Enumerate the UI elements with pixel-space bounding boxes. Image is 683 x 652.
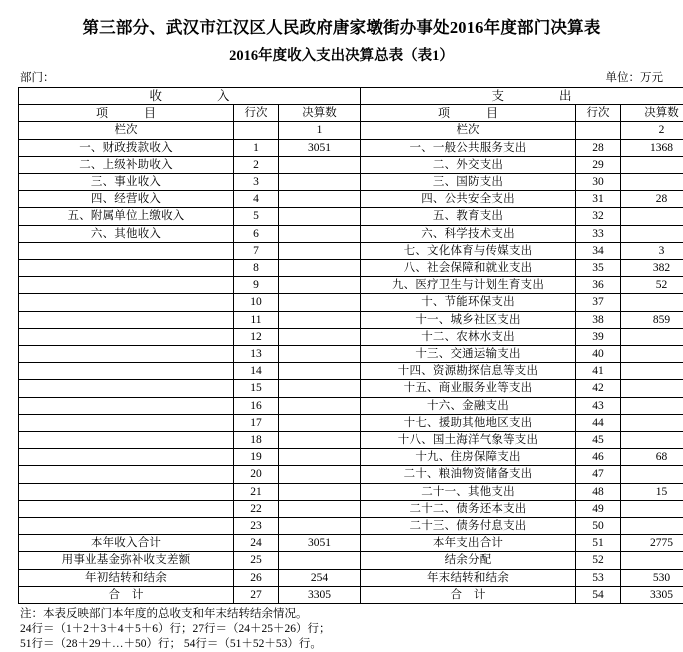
income-amount-cell xyxy=(279,294,361,311)
expense-item-cell: 十九、住房保障支出 xyxy=(361,449,576,466)
income-item-cell xyxy=(19,363,234,380)
income-line-cell: 15 xyxy=(234,380,279,397)
expense-item-cell: 十二、农林水支出 xyxy=(361,328,576,345)
expense-line-cell: 41 xyxy=(576,363,621,380)
table-column-number-row xyxy=(19,122,683,139)
income-amount-cell xyxy=(279,449,361,466)
income-amount-header: 决算数 xyxy=(279,105,361,122)
income-column-blank xyxy=(234,122,279,139)
income-line-cell: 16 xyxy=(234,397,279,414)
expense-line-cell: 47 xyxy=(576,466,621,483)
income-item-cell: 年初结转和结余 xyxy=(19,569,234,586)
expense-amount-cell: 1368 xyxy=(621,139,683,156)
expense-item-cell: 结余分配 xyxy=(361,552,576,569)
income-item-cell xyxy=(19,380,234,397)
income-amount-cell xyxy=(279,260,361,277)
expense-amount-cell: 68 xyxy=(621,449,683,466)
expense-item-cell: 十四、资源勘探信息等支出 xyxy=(361,363,576,380)
expense-amount-cell xyxy=(621,225,683,242)
income-amount-cell: 3051 xyxy=(279,535,361,552)
table-row xyxy=(19,500,683,517)
expense-item-cell: 六、科学技术支出 xyxy=(361,225,576,242)
table-row xyxy=(19,518,683,535)
income-amount-cell xyxy=(279,225,361,242)
income-item-cell: 用事业基金弥补收支差额 xyxy=(19,552,234,569)
expense-amount-cell xyxy=(621,208,683,225)
expense-item-cell: 十五、商业服务业等支出 xyxy=(361,380,576,397)
expense-amount-cell xyxy=(621,380,683,397)
income-line-cell: 1 xyxy=(234,139,279,156)
income-item-cell: 六、其他收入 xyxy=(19,225,234,242)
expense-amount-cell: 3305 xyxy=(621,586,683,603)
note-line: 注：本表反映部门本年度的总收支和年末结转结余情况。 xyxy=(20,607,665,622)
expense-line-cell: 29 xyxy=(576,156,621,173)
table-row xyxy=(19,586,683,603)
expense-line-cell: 40 xyxy=(576,346,621,363)
expense-line-cell: 54 xyxy=(576,586,621,603)
income-amount-cell xyxy=(279,346,361,363)
income-item-cell: 一、财政拨款收入 xyxy=(19,139,234,156)
table-row xyxy=(19,191,683,208)
income-amount-cell xyxy=(279,311,361,328)
expense-amount-cell xyxy=(621,466,683,483)
expense-amount-cell xyxy=(621,363,683,380)
expense-item-cell: 合 计 xyxy=(361,586,576,603)
expense-amount-cell xyxy=(621,552,683,569)
table-row xyxy=(19,380,683,397)
income-item-cell xyxy=(19,260,234,277)
expense-item-cell: 四、公共安全支出 xyxy=(361,191,576,208)
income-amount-cell xyxy=(279,500,361,517)
income-line-cell: 9 xyxy=(234,277,279,294)
income-amount-cell xyxy=(279,363,361,380)
expense-item-cell: 一、一般公共服务支出 xyxy=(361,139,576,156)
income-item-cell xyxy=(19,449,234,466)
expense-column-label: 栏次 xyxy=(361,122,576,139)
expense-item-cell: 二十二、债务还本支出 xyxy=(361,500,576,517)
income-line-cell: 8 xyxy=(234,260,279,277)
income-line-cell: 10 xyxy=(234,294,279,311)
table-row xyxy=(19,328,683,345)
table-row xyxy=(19,242,683,259)
table-row xyxy=(19,466,683,483)
income-amount-cell xyxy=(279,242,361,259)
income-line-cell: 2 xyxy=(234,156,279,173)
income-line-cell: 14 xyxy=(234,363,279,380)
expense-amount-cell xyxy=(621,346,683,363)
income-item-cell xyxy=(19,311,234,328)
table-row xyxy=(19,449,683,466)
expense-amount-cell xyxy=(621,518,683,535)
table-column-header-row xyxy=(19,105,683,122)
table-row xyxy=(19,156,683,173)
income-item-cell: 合 计 xyxy=(19,586,234,603)
expense-amount-cell: 382 xyxy=(621,260,683,277)
income-line-cell: 17 xyxy=(234,414,279,431)
expense-line-cell: 31 xyxy=(576,191,621,208)
budget-table xyxy=(18,87,683,604)
table-section-header-row xyxy=(19,88,683,105)
income-line-cell: 25 xyxy=(234,552,279,569)
income-amount-cell xyxy=(279,380,361,397)
income-line-cell: 3 xyxy=(234,174,279,191)
table-row xyxy=(19,139,683,156)
expense-item-cell: 二十三、债务付息支出 xyxy=(361,518,576,535)
income-amount-cell xyxy=(279,552,361,569)
expense-line-cell: 42 xyxy=(576,380,621,397)
income-item-cell xyxy=(19,242,234,259)
income-line-cell: 12 xyxy=(234,328,279,345)
expense-item-cell: 十六、金融支出 xyxy=(361,397,576,414)
income-item-cell xyxy=(19,328,234,345)
income-section-header: 收 入 xyxy=(19,88,361,105)
income-line-cell: 23 xyxy=(234,518,279,535)
expense-item-cell: 十一、城乡社区支出 xyxy=(361,311,576,328)
expense-amount-cell xyxy=(621,500,683,517)
note-line: 51行＝（28＋29＋…＋50）行； 54行＝（51＋52＋53）行。 xyxy=(20,637,665,652)
income-line-cell: 6 xyxy=(234,225,279,242)
table-body xyxy=(19,139,683,603)
income-line-cell: 13 xyxy=(234,346,279,363)
income-line-cell: 5 xyxy=(234,208,279,225)
income-line-cell: 24 xyxy=(234,535,279,552)
table-row xyxy=(19,414,683,431)
income-item-cell xyxy=(19,397,234,414)
expense-line-cell: 38 xyxy=(576,311,621,328)
table-row xyxy=(19,346,683,363)
page-title: 第三部分、武汉市江汉区人民政府唐家墩街办事处2016年度部门决算表 xyxy=(18,14,665,38)
page-subtitle: 2016年度收入支出决算总表（表1） xyxy=(18,44,665,65)
income-amount-cell xyxy=(279,208,361,225)
table-row xyxy=(19,363,683,380)
table-row xyxy=(19,397,683,414)
expense-amount-cell: 530 xyxy=(621,569,683,586)
income-item-cell: 二、上级补助收入 xyxy=(19,156,234,173)
expense-amount-cell: 3 xyxy=(621,242,683,259)
income-item-cell xyxy=(19,432,234,449)
income-amount-cell xyxy=(279,466,361,483)
income-item-cell xyxy=(19,277,234,294)
expense-amount-cell xyxy=(621,328,683,345)
expense-amount-header: 决算数 xyxy=(621,105,683,122)
income-line-cell: 7 xyxy=(234,242,279,259)
income-line-cell: 22 xyxy=(234,500,279,517)
expense-line-cell: 48 xyxy=(576,483,621,500)
table-row xyxy=(19,174,683,191)
department-label: 部门： xyxy=(20,69,55,85)
expense-amount-cell: 859 xyxy=(621,311,683,328)
table-row xyxy=(19,311,683,328)
expense-item-cell: 五、教育支出 xyxy=(361,208,576,225)
income-amount-cell xyxy=(279,414,361,431)
expense-item-cell: 七、文化体育与传媒支出 xyxy=(361,242,576,259)
expense-amount-cell xyxy=(621,397,683,414)
expense-line-cell: 45 xyxy=(576,432,621,449)
expense-item-cell: 三、国防支出 xyxy=(361,174,576,191)
income-amount-cell: 3051 xyxy=(279,139,361,156)
expense-amount-cell: 15 xyxy=(621,483,683,500)
expense-line-cell: 35 xyxy=(576,260,621,277)
expense-line-cell: 36 xyxy=(576,277,621,294)
expense-section-header: 支 出 xyxy=(361,88,683,105)
expense-line-cell: 43 xyxy=(576,397,621,414)
expense-item-cell: 二十、粮油物资储备支出 xyxy=(361,466,576,483)
expense-line-cell: 53 xyxy=(576,569,621,586)
expense-line-cell: 34 xyxy=(576,242,621,259)
income-amount-cell xyxy=(279,432,361,449)
expense-line-cell: 28 xyxy=(576,139,621,156)
income-line-cell: 18 xyxy=(234,432,279,449)
income-amount-cell xyxy=(279,277,361,294)
income-item-cell: 三、事业收入 xyxy=(19,174,234,191)
income-line-cell: 20 xyxy=(234,466,279,483)
meta-row xyxy=(20,69,663,85)
income-line-cell: 19 xyxy=(234,449,279,466)
income-line-cell: 27 xyxy=(234,586,279,603)
unit-label: 单位：万元 xyxy=(606,69,664,85)
expense-line-cell: 44 xyxy=(576,414,621,431)
income-amount-cell xyxy=(279,174,361,191)
income-line-cell: 26 xyxy=(234,569,279,586)
table-row xyxy=(19,260,683,277)
expense-item-cell: 十八、国土海洋气象等支出 xyxy=(361,432,576,449)
table-row xyxy=(19,483,683,500)
expense-item-cell: 九、医疗卫生与计划生育支出 xyxy=(361,277,576,294)
income-amount-cell xyxy=(279,328,361,345)
income-amount-cell xyxy=(279,483,361,500)
expense-item-cell: 二、外交支出 xyxy=(361,156,576,173)
expense-item-header: 项 目 xyxy=(361,105,576,122)
expense-amount-cell xyxy=(621,294,683,311)
income-item-cell xyxy=(19,346,234,363)
income-amount-cell xyxy=(279,191,361,208)
expense-line-cell: 39 xyxy=(576,328,621,345)
expense-line-cell: 50 xyxy=(576,518,621,535)
table-notes xyxy=(18,607,665,652)
expense-amount-cell xyxy=(621,432,683,449)
income-item-cell: 四、经营收入 xyxy=(19,191,234,208)
income-item-cell xyxy=(19,500,234,517)
table-row xyxy=(19,225,683,242)
table-row xyxy=(19,552,683,569)
income-line-header: 行次 xyxy=(234,105,279,122)
expense-amount-cell: 52 xyxy=(621,277,683,294)
expense-amount-cell xyxy=(621,156,683,173)
table-row xyxy=(19,432,683,449)
expense-item-cell: 年末结转和结余 xyxy=(361,569,576,586)
expense-item-cell: 二十一、其他支出 xyxy=(361,483,576,500)
expense-amount-cell xyxy=(621,414,683,431)
expense-item-cell: 十七、援助其他地区支出 xyxy=(361,414,576,431)
income-item-cell xyxy=(19,518,234,535)
expense-line-cell: 37 xyxy=(576,294,621,311)
expense-column-blank xyxy=(576,122,621,139)
expense-line-cell: 52 xyxy=(576,552,621,569)
income-line-cell: 4 xyxy=(234,191,279,208)
income-amount-cell xyxy=(279,518,361,535)
table-row xyxy=(19,535,683,552)
income-amount-cell xyxy=(279,156,361,173)
income-line-cell: 21 xyxy=(234,483,279,500)
note-line: 24行＝（1＋2＋3＋4＋5＋6）行；27行＝（24＋25＋26）行； xyxy=(20,622,665,637)
expense-line-cell: 51 xyxy=(576,535,621,552)
expense-line-cell: 32 xyxy=(576,208,621,225)
income-amount-cell: 3305 xyxy=(279,586,361,603)
expense-item-cell: 本年支出合计 xyxy=(361,535,576,552)
income-amount-cell xyxy=(279,397,361,414)
expense-item-cell: 十三、交通运输支出 xyxy=(361,346,576,363)
income-line-cell: 11 xyxy=(234,311,279,328)
expense-item-cell: 十、节能环保支出 xyxy=(361,294,576,311)
table-row xyxy=(19,294,683,311)
table-row xyxy=(19,208,683,225)
income-item-header: 项 目 xyxy=(19,105,234,122)
income-column-label: 栏次 xyxy=(19,122,234,139)
income-item-cell: 本年收入合计 xyxy=(19,535,234,552)
income-amount-cell: 254 xyxy=(279,569,361,586)
expense-line-cell: 33 xyxy=(576,225,621,242)
expense-line-cell: 30 xyxy=(576,174,621,191)
table-row xyxy=(19,569,683,586)
expense-line-header: 行次 xyxy=(576,105,621,122)
table-row xyxy=(19,277,683,294)
expense-amount-cell: 2775 xyxy=(621,535,683,552)
expense-line-cell: 49 xyxy=(576,500,621,517)
income-item-cell xyxy=(19,414,234,431)
expense-column-no: 2 xyxy=(621,122,683,139)
expense-amount-cell xyxy=(621,174,683,191)
income-item-cell xyxy=(19,294,234,311)
expense-amount-cell: 28 xyxy=(621,191,683,208)
income-column-no: 1 xyxy=(279,122,361,139)
income-item-cell xyxy=(19,483,234,500)
expense-line-cell: 46 xyxy=(576,449,621,466)
expense-item-cell: 八、社会保障和就业支出 xyxy=(361,260,576,277)
income-item-cell: 五、附属单位上缴收入 xyxy=(19,208,234,225)
income-item-cell xyxy=(19,466,234,483)
